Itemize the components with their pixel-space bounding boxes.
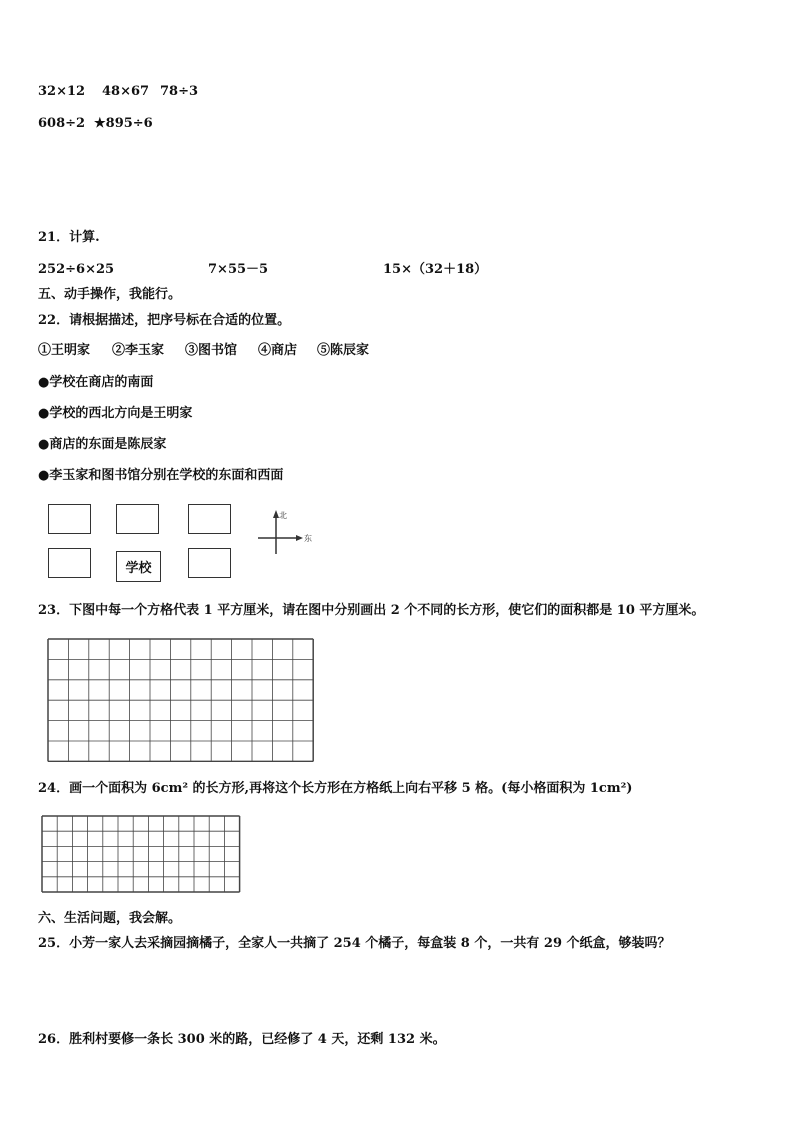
clue-line: ●学校的西北方向是王明家 (38, 406, 193, 421)
clue-line: ●学校在商店的南面 (38, 375, 154, 390)
option-3: ③图书馆 (185, 343, 238, 358)
question-25-title: 25．小芳一家人去采摘园摘橘子，全家人一共摘了 254 个橘子，每盒装 8 个，一共有 29 个纸盒，够装吗？ (38, 936, 671, 951)
position-box[interactable] (188, 504, 231, 534)
question-22-title: 22．请根据描述，把序号标在合适的位置。 (38, 313, 291, 328)
question-23-title: 23．下图中每一个方格代表 1 平方厘米，请在图中分别画出 2 个不同的长方形，使它们的面积都是 10 平方厘米。 (38, 603, 705, 618)
position-box[interactable] (48, 504, 91, 534)
calc-item: 32×12 (38, 84, 86, 99)
calc-item: 48×67 (102, 84, 150, 99)
square-grid-24[interactable] (41, 815, 241, 901)
calc-item: 15×（32＋18） (383, 262, 488, 277)
calc-item: 608÷2 (38, 116, 86, 131)
calc-item: ★895÷6 (94, 116, 153, 131)
question-24-title: 24．画一个面积为 6cm² 的长方形,再将这个长方形在方格纸上向右平移 5 格。(每小格面积为 1cm²) (38, 781, 633, 796)
position-box[interactable] (116, 504, 159, 534)
clue-line: ●李玉家和图书馆分别在学校的东面和西面 (38, 468, 284, 483)
section-6-heading: 六、生活问题，我会解。 (38, 911, 182, 926)
compass-icon (256, 508, 316, 556)
section-5-heading: 五、动手操作，我能行。 (38, 287, 182, 302)
position-box[interactable] (188, 548, 231, 578)
compass-east-label: 东 (304, 534, 312, 543)
question-26-title: 26．胜利村要修一条长 300 米的路，已经修了 4 天，还剩 132 米。 (38, 1032, 446, 1047)
option-1: ①王明家 (38, 343, 91, 358)
calc-item: 7×55－5 (208, 262, 269, 277)
calc-item: 252÷6×25 (38, 262, 115, 277)
clue-line: ●商店的东面是陈辰家 (38, 437, 167, 452)
option-2: ②李玉家 (112, 343, 165, 358)
question-21-title: 21．计算. (38, 230, 100, 245)
school-box (116, 551, 161, 582)
option-4: ④商店 (258, 343, 298, 358)
position-box[interactable] (48, 548, 91, 578)
option-5: ⑤陈辰家 (317, 343, 370, 358)
school-label: 学校 (125, 561, 152, 576)
calc-item: 78÷3 (160, 84, 199, 99)
compass-north-label: 北 (279, 511, 287, 520)
square-grid-23[interactable] (47, 638, 315, 762)
